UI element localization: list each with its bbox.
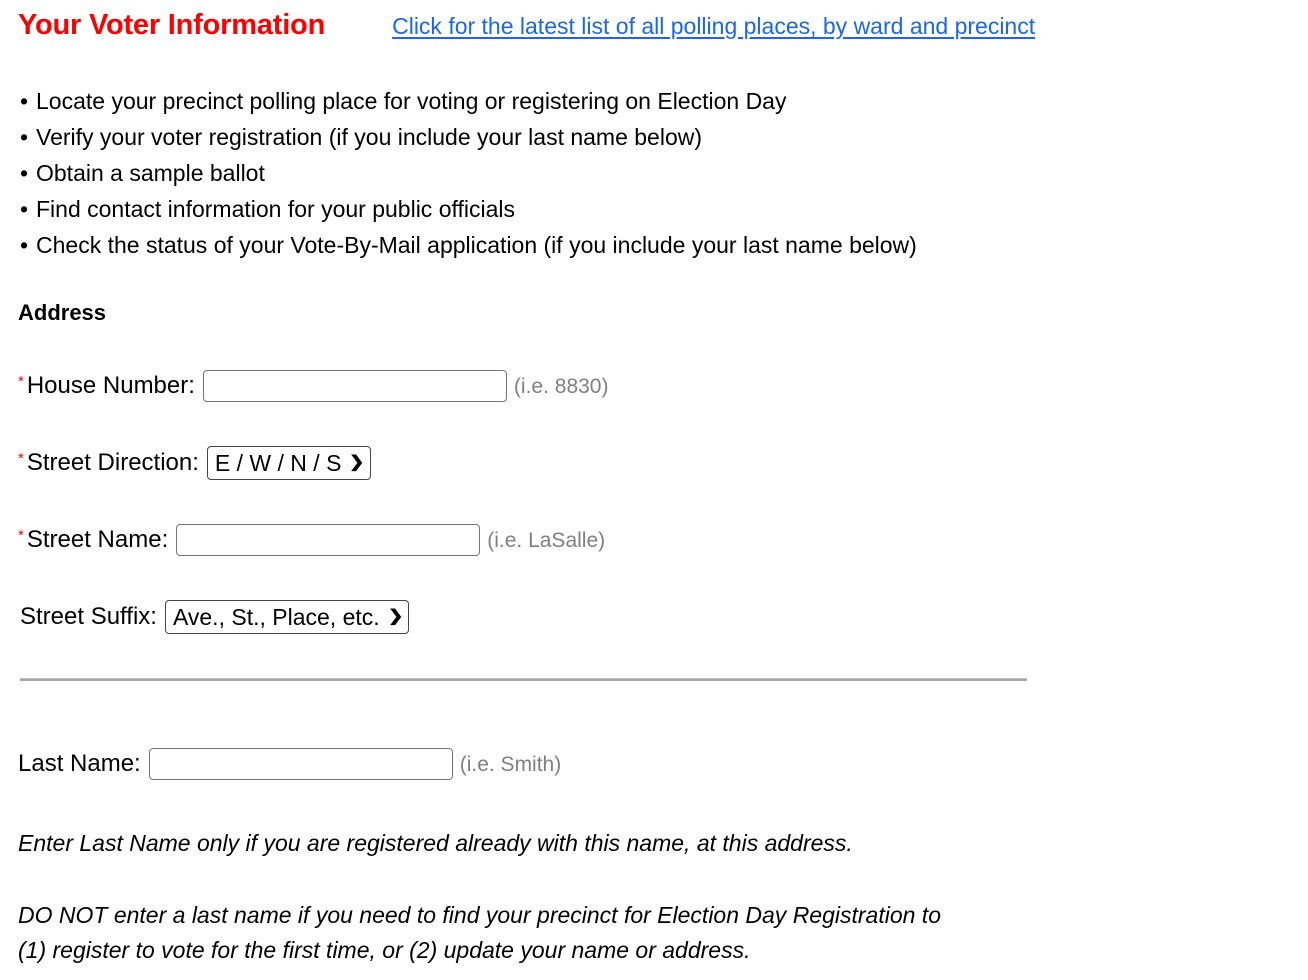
street-suffix-row xyxy=(20,600,409,634)
address-section-heading: Address xyxy=(18,300,107,325)
bullet-icon: • xyxy=(20,196,29,222)
street-name-row xyxy=(18,524,605,556)
house-number-hint: (i.e. 8830) xyxy=(513,374,609,398)
street-direction-row xyxy=(18,446,371,480)
list-item xyxy=(20,227,1250,263)
required-asterisk-icon: * xyxy=(18,526,24,544)
polling-places-link[interactable]: Click for the latest list of all polling places, by ward and precinct xyxy=(392,13,1036,39)
house-number-row xyxy=(18,370,608,402)
do-not-enter-note-line-1: DO NOT enter a last name if you need to find your precinct for Election Day Registration to xyxy=(18,902,941,928)
header xyxy=(18,8,1278,50)
list-item-label: Locate your precinct polling place for voting or registering on Election Day xyxy=(36,88,787,114)
chevron-down-icon: ❯ xyxy=(349,454,365,471)
list-item-label: Find contact information for your public officials xyxy=(36,196,515,222)
list-item xyxy=(20,155,1250,191)
street-suffix-selected-value: Ave., St., Place, etc. xyxy=(172,604,380,630)
street-name-input[interactable] xyxy=(176,524,480,556)
chevron-down-icon: ❯ xyxy=(387,608,404,625)
last-name-hint: (i.e. Smith) xyxy=(459,752,562,776)
street-name-label: Street Name: xyxy=(26,526,169,553)
list-item xyxy=(20,83,1250,119)
last-name-row xyxy=(18,748,561,780)
required-asterisk-icon: * xyxy=(18,449,24,467)
bullet-icon: • xyxy=(20,160,29,186)
list-item-label: Check the status of your Vote-By-Mail application (if you include your last name below) xyxy=(36,232,917,258)
last-name-label: Last Name: xyxy=(18,750,141,777)
section-divider xyxy=(20,678,1027,681)
street-direction-select[interactable] xyxy=(207,446,371,480)
bullet-icon: • xyxy=(20,232,29,258)
do-not-enter-note xyxy=(18,898,1178,968)
list-item-label: Obtain a sample ballot xyxy=(36,160,265,186)
list-item xyxy=(20,119,1250,155)
street-direction-label: Street Direction: xyxy=(26,449,199,476)
list-item xyxy=(20,191,1250,227)
bullet-icon: • xyxy=(20,124,29,150)
last-name-input[interactable] xyxy=(149,748,453,780)
page-title: Your Voter Information xyxy=(18,9,326,41)
list-item-label: Verify your voter registration (if you include your last name below) xyxy=(36,124,703,150)
house-number-input[interactable] xyxy=(203,370,507,402)
house-number-label: House Number: xyxy=(26,372,195,399)
street-name-hint: (i.e. LaSalle) xyxy=(487,528,606,552)
bullet-icon: • xyxy=(20,88,29,114)
required-asterisk-icon: * xyxy=(18,372,24,390)
street-suffix-select[interactable] xyxy=(165,600,409,634)
feature-bullet-list xyxy=(20,83,1250,263)
street-suffix-label: Street Suffix: xyxy=(20,603,157,630)
do-not-enter-note-line-2: (1) register to vote for the first time, or (2) update your name or address. xyxy=(18,937,751,963)
last-name-note: Enter Last Name only if you are registered already with this name, at this address. xyxy=(18,830,853,856)
street-direction-selected-value: E / W / N / S xyxy=(214,450,342,476)
